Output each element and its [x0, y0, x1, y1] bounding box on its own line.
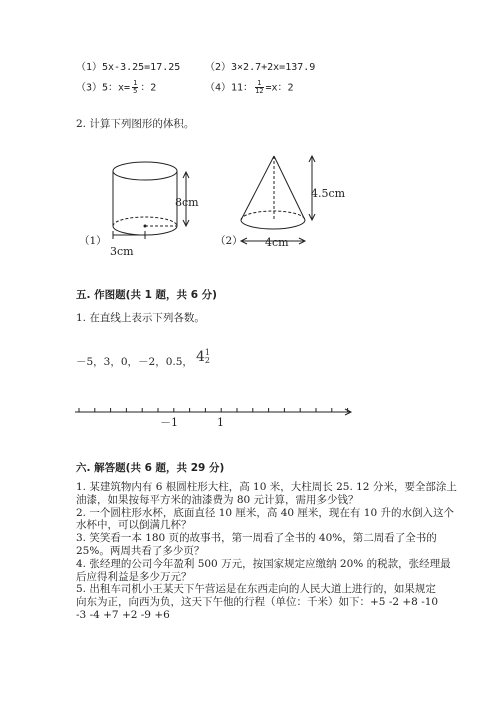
- cone-right-side: [274, 156, 305, 220]
- equation-4-numerator: 1: [255, 80, 263, 88]
- equation-2: （2）3×2.7+2x=137.9: [205, 62, 316, 73]
- equation-4-denominator: 12: [255, 87, 264, 95]
- cone-number-label: （2）: [215, 235, 243, 247]
- cone-height-label: 4.5cm: [311, 187, 346, 200]
- mixed-number-fraction: [205, 349, 210, 365]
- tick-label-minus1: －1: [160, 416, 178, 429]
- section6-line-1: 油漆，如果按每平方米的油漆费为 80 元计算，需用多少钱？: [76, 493, 359, 506]
- equation-3-denominator: 5: [133, 87, 138, 95]
- mixed-number-whole: 4: [196, 349, 205, 365]
- cone-width-label: 4cm: [265, 236, 289, 249]
- cylinder-center-dot: [144, 225, 147, 228]
- cylinder-top-ellipse: [113, 162, 177, 180]
- equation-4: [205, 80, 294, 96]
- cone-figure: [230, 150, 350, 260]
- section6-line-9: 向东为正，向西为负，这天下午他的行程（单位：千米）如下：+5 -2 +8 -10: [76, 596, 439, 609]
- number-line: [70, 402, 360, 422]
- cone-left-side: [241, 156, 274, 220]
- section5-number-list: －5，3，0，－2，0.5，: [76, 356, 193, 368]
- section6-line-7: 后应得利益是多少万元？: [76, 570, 192, 583]
- section6-line-2: 2. 一个圆柱形水杯，底面直径 10 厘米，高 40 厘米，现在有 10 升的水倒入这个: [76, 506, 454, 519]
- cone-base-back: [241, 211, 305, 220]
- section6-line-8: 5. 出租车司机小王某天下午营运是在东西走向的人民大道上进行的，如果规定: [76, 583, 436, 596]
- equation-4-prefix: （4）11：: [205, 82, 254, 94]
- equation-3: [76, 80, 156, 96]
- equation-3-prefix: （3）5：x=: [76, 82, 131, 94]
- section6-title: 六. 解答题(共 6 题，共 29 分): [76, 462, 225, 474]
- mixed-number-denominator: 2: [204, 356, 211, 365]
- section5-q1: 1. 在直线上表示下列各数。: [76, 312, 205, 324]
- section5-title: 五. 作图题(共 1 题，共 6 分): [76, 289, 217, 301]
- section6-body: [76, 481, 457, 622]
- mixed-number-numerator: 1: [204, 348, 211, 357]
- tick-label-1: 1: [217, 416, 224, 429]
- equation-4-suffix: =x：2: [265, 82, 294, 94]
- q2-title: 2. 计算下列图形的体积。: [76, 118, 195, 130]
- cylinder-width-label: 3cm: [110, 245, 134, 258]
- section6-line-10: -3 -4 +7 +2 -9 +6: [76, 608, 170, 621]
- cone-base-front: [241, 220, 305, 229]
- cylinder-height-label: 8cm: [175, 196, 199, 209]
- equation-4-fraction: [255, 80, 263, 95]
- cylinder-number-label: （1）: [79, 235, 107, 247]
- equation-3-numerator: 1: [133, 79, 138, 87]
- section6-line-0: 1. 某建筑物内有 6 根圆柱形大柱，高 10 米，大柱周长 25. 12 分米，要全部涂上: [76, 481, 457, 493]
- equation-3-suffix: ：2: [140, 82, 157, 94]
- section6-line-3: 水杯中，可以倒满几杯？: [76, 519, 192, 532]
- section6-line-4: 3. 笑笑看一本 180 页的故事书，第一周看了全书的 40%，第二周看了全书的: [76, 532, 437, 545]
- equation-3-fraction: [132, 80, 138, 95]
- section5-numbers: [76, 355, 193, 369]
- section6-line-6: 4. 张经理的公司今年盈利 500 万元，按国家规定应缴纳 20% 的税款，张经理最: [76, 557, 451, 570]
- mixed-number: [196, 349, 210, 365]
- section6-line-5: 25%。两周共看了多少页？: [76, 544, 205, 557]
- number-line-ticks: [79, 408, 348, 412]
- equation-1: （1）5x-3.25=17.25: [76, 62, 181, 73]
